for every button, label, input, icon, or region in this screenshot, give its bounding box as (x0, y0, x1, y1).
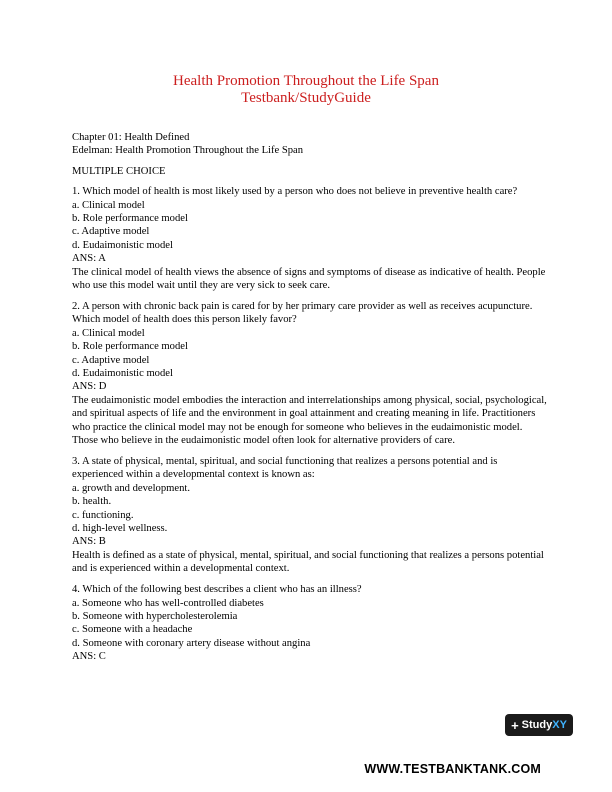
chapter-heading: Chapter 01: Health Defined (72, 132, 190, 143)
plus-icon: + (511, 717, 519, 733)
answer-option: d. Eudaimonistic model (72, 368, 173, 379)
answer-rationale: The clinical model of health views the absence of signs and symptoms of disease as indicative of health. People who use this model wait until they are very sick to seek care. (72, 266, 546, 292)
answer-key: ANS: B (72, 536, 106, 548)
answer-option: c. functioning. (72, 509, 134, 521)
section-label: MULTIPLE CHOICE (72, 165, 166, 177)
answer-option: a. growth and development. (72, 482, 190, 494)
answer-option: c. Adaptive model (72, 226, 150, 238)
answer-option: b. Role performance model (72, 341, 188, 353)
question-block (72, 185, 550, 292)
answer-option: a. Someone who has well-controlled diabetes (72, 597, 264, 609)
question-stem: 2. A person with chronic back pain is cared for by her primary care provider as well as receives acupuncture. Which model of health does this person likely favor? (72, 300, 533, 326)
question-block (72, 455, 550, 576)
answer-option: b. health. (72, 496, 112, 508)
answer-option: c. Adaptive model (72, 354, 150, 366)
answer-rationale: Health is defined as a state of physical, mental, spiritual, and social functioning that realizes a persons potential and is experienced within a developmental context. (72, 549, 544, 575)
footer-url[interactable]: WWW.TESTBANKTANK.COM (364, 762, 541, 776)
answer-key: ANS: D (72, 381, 107, 393)
answer-option: a. Clinical model (72, 199, 145, 211)
answer-option: c. Someone with a headache (72, 624, 193, 636)
badge-brand-suffix: XY (552, 719, 567, 731)
question-block (72, 300, 550, 447)
studyxy-badge[interactable] (505, 714, 573, 736)
book-reference: Edelman: Health Promotion Throughout the Life Span (72, 145, 304, 157)
answer-option: a. Clinical model (72, 327, 145, 339)
question-block (72, 583, 550, 663)
answer-option: d. Someone with coronary artery disease without angina (72, 637, 311, 649)
document-body (72, 131, 550, 664)
question-stem: 4. Which of the following best describes a client who has an illness? (72, 584, 362, 596)
answer-option: b. Role performance model (72, 213, 188, 225)
answer-rationale: The eudaimonistic model embodies the interaction and interrelationships among physical, social, psychological, and spiritual aspects of life and the environment in goal attainment and creating meaning in life. Practitioners who practice the clinical model may not be enough for someone who believes in the eudaimonistic model. Those who believe in the eudaimonistic model often look for alternative providers of care. (72, 394, 547, 447)
question-stem: 1. Which model of health is most likely used by a person who does not believe in preventive health care? (72, 186, 518, 198)
document-subtitle: Testbank/StudyGuide (241, 90, 371, 106)
badge-brand: Study (521, 719, 553, 731)
answer-option: b. Someone with hypercholesterolemia (72, 610, 238, 622)
answer-key: ANS: A (72, 253, 106, 265)
answer-key: ANS: C (72, 651, 106, 663)
answer-option: d. Eudaimonistic model (72, 239, 173, 251)
question-stem: 3. A state of physical, mental, spiritual, and social functioning that realizes a persons potential and is experienced within a developmental context is known as: (72, 455, 498, 481)
document-title: Health Promotion Throughout the Life Span (173, 73, 439, 89)
answer-option: d. high-level wellness. (72, 522, 168, 534)
